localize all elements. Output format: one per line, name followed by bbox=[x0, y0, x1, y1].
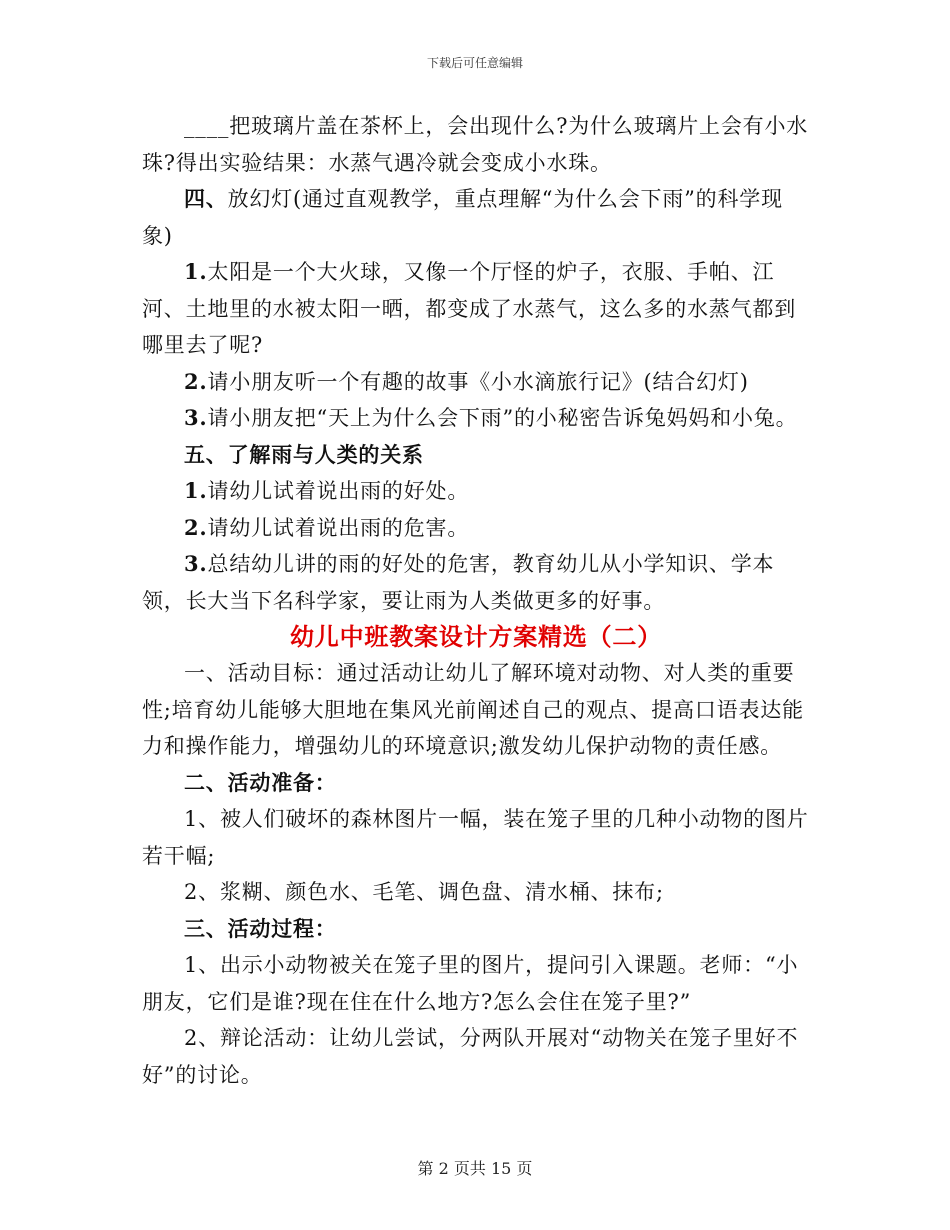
paragraph bbox=[142, 181, 810, 254]
paragraph: 2、辩论活动：让幼儿尝试，分两队开展对“动物关在笼子里好不好”的讨论。 bbox=[142, 1026, 799, 1087]
section-number: 四、 bbox=[184, 186, 228, 211]
section-heading: 五、了解雨与人类的关系 bbox=[184, 441, 424, 467]
paragraph-text: 请小朋友把“天上为什么会下雨”的小秘密告诉兔妈妈和小兔。 bbox=[207, 406, 798, 430]
paragraph: 1、出示小动物被关在笼子里的图片，提问引入课题。老师：“小朋友，它们是谁?现在住在什么地方?怎么会住在笼子里?” bbox=[142, 953, 799, 1014]
paragraph bbox=[142, 400, 810, 437]
paragraph-text: 总结幼儿讲的雨的好处的危害，教育幼儿从小学知识、学本领，长大当下名科学家，要让雨为人类做更多的好事。 bbox=[142, 552, 775, 613]
paragraph bbox=[142, 546, 810, 619]
item-number: 3. bbox=[184, 405, 208, 430]
item-number: 2. bbox=[184, 514, 208, 540]
document-body bbox=[142, 108, 810, 1093]
paragraph: 一、活动目标：通过活动让幼儿了解环境对动物、对人类的重要性;培育幼儿能够大胆地在集风光前阐述自己的观点、提高口语表达能力和操作能力，增强幼儿的环境意识;激发幼儿保护动物的责任感。 bbox=[142, 661, 804, 758]
paragraph-text: 太阳是一个大火球，又像一个厅怪的炉子，衣服、手帕、江河、土地里的水被太阳一晒，都变成了水蒸气，这么多的水蒸气都到哪里去了呢? bbox=[142, 260, 796, 357]
section-heading: 二、活动准备： bbox=[184, 769, 337, 795]
paragraph bbox=[142, 510, 810, 547]
paragraph-text: 请幼儿试着说出雨的好处。 bbox=[207, 479, 470, 503]
page-header: 下载后可任意编辑 bbox=[426, 56, 523, 70]
paragraph bbox=[142, 254, 810, 364]
section-heading: 三、活动过程： bbox=[184, 915, 337, 941]
paragraph-text: 请幼儿试着说出雨的危害。 bbox=[207, 515, 470, 540]
item-number: 1. bbox=[184, 478, 208, 503]
paragraph-text: 请小朋友听一个有趣的故事《小水滴旅行记》(结合幻灯) bbox=[207, 369, 749, 394]
paragraph: 1、被人们破坏的森林图片一幅，装在笼子里的几种小动物的图片若干幅; bbox=[142, 807, 809, 868]
paragraph bbox=[142, 473, 810, 510]
paragraph bbox=[142, 364, 810, 401]
paragraph: ____把玻璃片盖在茶杯上，会出现什么?为什么玻璃片上会有小水珠?得出实验结果：水蒸气遇冷就会变成小水珠。 bbox=[142, 114, 809, 175]
item-number: 1. bbox=[184, 259, 208, 284]
item-number: 3. bbox=[184, 551, 208, 576]
item-number: 2. bbox=[184, 368, 208, 394]
paragraph-text: 放幻灯(通过直观教学，重点理解“为什么会下雨”的科学现象) bbox=[142, 187, 783, 248]
page-footer: 第 2 页共 15 页 bbox=[417, 1159, 533, 1178]
paragraph: 2、浆糊、颜色水、毛笔、调色盘、清水桶、抹布; bbox=[184, 880, 664, 904]
section-title: 幼儿中班教案设计方案精选（二） bbox=[290, 622, 662, 651]
